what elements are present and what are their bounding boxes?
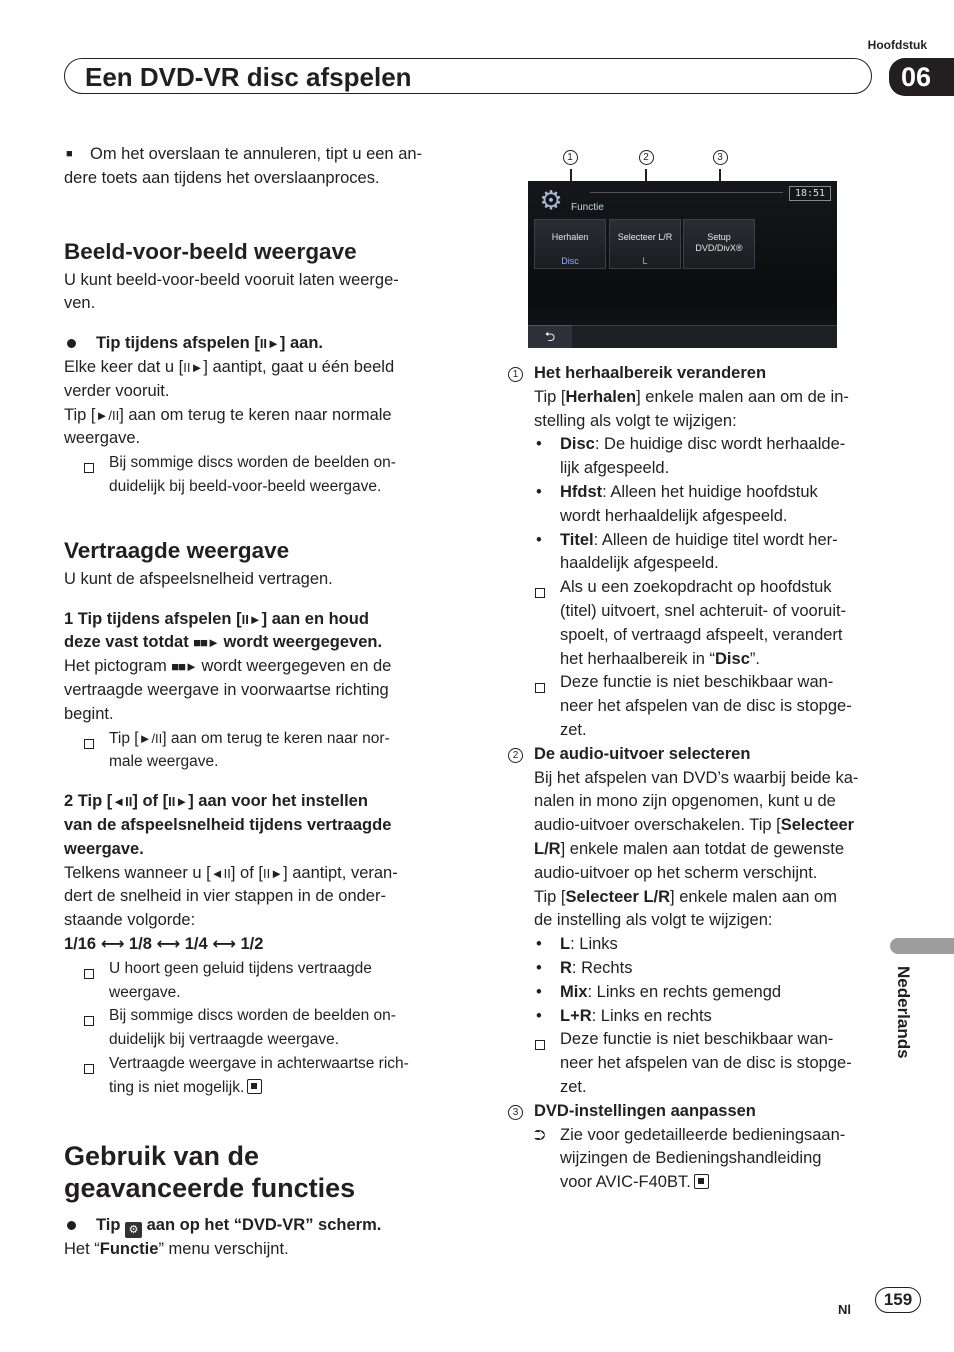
s2-step2-l3: weergave. [64, 839, 144, 858]
note-icon [84, 969, 94, 979]
item3-heading: 3 DVD-instellingen aanpassen [508, 1100, 880, 1124]
select-lr-tile[interactable]: Selecteer L/R L [609, 219, 681, 269]
callout-1: 1 [560, 145, 580, 169]
s2-step2-l2: van de afspeelsnelheid tijdens vertraagde [64, 815, 392, 834]
s1-intro-l1: U kunt beeld-voor-beeld vooruit laten weerge- [64, 270, 399, 289]
play-pause-icon: ►/II [95, 407, 120, 423]
callout-2: 2 [636, 145, 656, 169]
slow-motion-icon: ■■► [171, 659, 197, 675]
step-forward-icon: II► [259, 336, 280, 352]
intro-line-1: Om het overslaan te annuleren, tipt u een an- [90, 145, 423, 163]
s3-body: Het “Functie” menu verschijnt. [64, 1239, 289, 1258]
item3-reference: ⮊ Zie voor gedetailleerde bedieningsaan- wijzingen de Bedieningshandleiding voor AVIC-F40BT. [534, 1125, 846, 1192]
callout-numbers [528, 145, 837, 181]
item2-heading: 2 De audio-uitvoer selecteren [508, 743, 880, 767]
step-forward-icon: II► [168, 794, 189, 810]
s2-step2-l1: 2 Tip [◄II] of [II►] aan voor het instellen [64, 792, 368, 811]
function-gear-icon[interactable]: ⚙ [539, 185, 563, 215]
settings-icon: ⚙ [125, 1222, 142, 1238]
note-icon [535, 683, 545, 693]
item1-heading: 1 Het herhaalbereik veranderen [508, 362, 880, 386]
s2-step1-l2: deze vast totdat ■■► wordt weergegeven. [64, 631, 454, 655]
step-forward-icon: II► [183, 359, 204, 375]
note-icon [535, 588, 545, 598]
slow-motion-icon: ■■► [193, 635, 219, 651]
item1-bullet-hfdst: • Hfdst: Alleen het huidige hoofdstuk wordt herhaaldelijk afgespeeld. [536, 482, 818, 525]
chapter-title: Een DVD-VR disc afspelen [85, 62, 412, 92]
section-heading-slow-motion: Vertraagde weergave [64, 537, 290, 563]
step-back-icon: ◄II [112, 794, 133, 810]
s2-body2-l2: dert de snelheid in vier stappen in de onder- [64, 887, 386, 906]
square-bullet-icon: ■ [66, 148, 73, 160]
note-icon [535, 1040, 545, 1050]
item2-bullet-lr: • L+R: Links en rechts [536, 1006, 712, 1025]
right-column [508, 362, 880, 1195]
repeat-tile[interactable]: Herhalen Disc [534, 219, 606, 269]
item2-bullet-mix: • Mix: Links en rechts gemengd [536, 982, 782, 1001]
step-forward-icon: II► [262, 865, 284, 881]
setup-tile[interactable]: Setup DVD/DivX® [683, 219, 755, 269]
item2-bullet-r: • R: Rechts [536, 958, 633, 977]
speed-sequence: 1/16 ⟷ 1/8 ⟷ 1/4 ⟷ 1/2 [64, 934, 264, 953]
step-forward-icon: II► [241, 611, 262, 627]
item1-note1: Als u een zoekopdracht op hoofdstuk (titel) uitvoert, snel achteruit- of vooruit- spoelt, of vertraagd afspeelt, verandert het herhaalbereik in “Disc”. [508, 576, 880, 671]
item2-bullet-l: • L: Links [536, 935, 618, 954]
s2-body1-l2: vertraagde weergave in voorwaartse richting [64, 680, 389, 699]
s2-step1-l1: 1 Tip tijdens afspelen [II►] aan en houd [64, 609, 369, 628]
reference-arrow-icon: ⮊ [534, 1126, 546, 1144]
back-icon[interactable]: ⮌ [528, 325, 572, 348]
page-number: 159 [875, 1287, 921, 1313]
s2-body1-l1: Het pictogram ■■► wordt weergegeven en de [64, 655, 454, 679]
s1-intro-l2: ven. [64, 294, 96, 313]
round-bullet-icon [67, 339, 76, 348]
s2-body2-l1: Telkens wanneer u [◄II] of [II►] aantipt, veran- [64, 863, 398, 882]
note-icon [84, 1064, 94, 1074]
s2-body1-l3: begint. [64, 704, 114, 723]
item1-bullet-disc: • Disc: De huidige disc wordt herhaalde- lijk afgespeeld. [536, 435, 846, 478]
end-of-section-icon [247, 1079, 262, 1094]
s1-body-l3: Tip [►/II] aan om terug te keren naar normale [64, 405, 392, 424]
clock: 18:51 [789, 186, 831, 201]
section-heading-frame-by-frame: Beeld-voor-beeld weergave [64, 238, 357, 264]
item1-body: Tip [Herhalen] enkele malen aan om de in- stelling als volgt te wijzigen: [534, 387, 849, 430]
s2-note2: U hoort geen geluid tijdens vertraagde weergave. [64, 957, 454, 1005]
section-heading-advanced-l2: geavanceerde functies [64, 1172, 356, 1203]
chapter-label: Hoofdstuk [867, 38, 927, 52]
s1-body-l1: Elke keer dat u [II►] aantipt, gaat u één beeld [64, 357, 395, 376]
item2-body: Bij het afspelen van DVD’s waarbij beide ka- nalen in mono zijn opgenomen, kunt u de audio-uitvoer overschakelen. Tip [Selecteer L/R] enkele malen aan totdat de gewenste audio-uitvoer op het scherm verschijnt. Tip [Selecteer L/R] enkele malen aan om de instelling als volgt te wijzigen: [534, 768, 859, 930]
chapter-title-bar [64, 58, 872, 94]
left-column [64, 143, 454, 1261]
s1-body-l2: verder vooruit. [64, 381, 170, 400]
callout-3: 3 [710, 145, 730, 169]
language-tab: Nederlands [894, 966, 913, 1059]
s2-note3: Bij sommige discs worden de beelden on- duidelijk bij vertraagde weergave. [64, 1004, 454, 1052]
s1-note: Bij sommige discs worden de beelden on- duidelijk bij beeld-voor-beeld weergave. [64, 451, 454, 499]
intro-paragraph [64, 143, 454, 167]
note-icon [84, 739, 94, 749]
step-back-icon: ◄II [210, 865, 231, 881]
footer-language: Nl [838, 1302, 851, 1317]
intro-line-2: dere toets aan tijdens het overslaanproces. [64, 168, 380, 187]
language-tab-marker [890, 938, 954, 954]
s2-body2-l3: staande volgorde: [64, 911, 196, 930]
note-icon [84, 463, 94, 473]
s1-body-l4: weergave. [64, 429, 141, 448]
s2-intro: U kunt de afspeelsnelheid vertragen. [64, 569, 333, 588]
s1-step: Tip tijdens afspelen [II►] aan. [64, 332, 454, 356]
round-bullet-icon [67, 1221, 76, 1230]
play-pause-icon: ►/II [138, 730, 163, 746]
s3-step: Tip ⚙ aan op het “DVD-VR” scherm. [64, 1214, 454, 1238]
item1-bullet-titel: • Titel: Alleen de huidige titel wordt her- haaldelijk afgespeeld. [536, 530, 838, 573]
item1-note2: Deze functie is niet beschikbaar wan- neer het afspelen van de disc is stopge- zet. [508, 671, 880, 742]
menu-label: Functie [571, 202, 604, 213]
section-heading-advanced-l1: Gebruik van de [64, 1140, 260, 1171]
s2-note4: Vertraagde weergave in achterwaartse rich- ting is niet mogelijk. [64, 1052, 454, 1100]
note-icon [84, 1016, 94, 1026]
function-menu-screenshot [528, 181, 837, 348]
s2-note1: Tip [►/II] aan om terug te keren naar nor- male weergave. [64, 727, 454, 775]
item2-note: Deze functie is niet beschikbaar wan- neer het afspelen van de disc is stopge- zet. [508, 1028, 880, 1099]
chapter-number-badge: 06 [889, 58, 954, 96]
end-of-section-icon [694, 1174, 709, 1189]
